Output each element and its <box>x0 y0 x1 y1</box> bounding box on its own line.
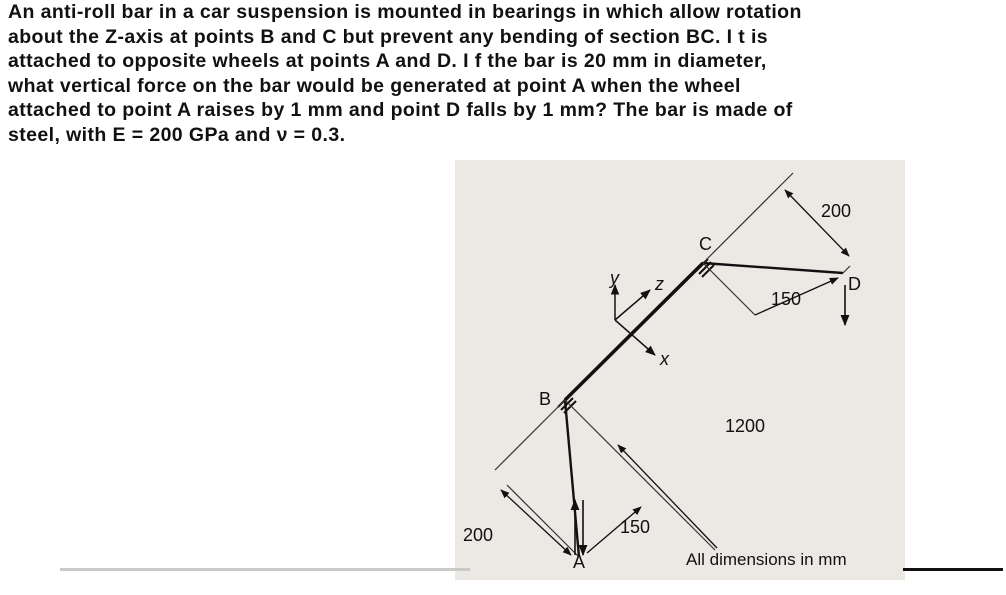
bar-section-bc <box>565 263 703 400</box>
axis-x-arrow <box>615 320 655 355</box>
label-c: C <box>699 234 712 254</box>
bar-centerline <box>565 263 843 557</box>
units-note: All dimensions in mm <box>686 550 847 569</box>
dimension-arrows <box>501 190 852 555</box>
problem-line-3: attached to opposite wheels at points A and D. I f the bar is 20 mm in diameter, <box>8 50 767 73</box>
dim-label-top-200: 200 <box>821 201 852 221</box>
problem-line-4: what vertical force on the bar would be generated at point A when the wheel <box>8 74 741 97</box>
dim-arrow-top-200 <box>785 190 852 256</box>
extension-lines <box>495 173 850 557</box>
anti-roll-bar-diagram <box>455 160 905 580</box>
dim-arrow-bottom-200 <box>501 490 571 555</box>
label-b: B <box>539 389 552 409</box>
label-d: D <box>848 274 861 294</box>
label-a: A <box>573 552 586 572</box>
divider-line-dark <box>903 568 1003 571</box>
divider-line <box>60 568 470 571</box>
anti-roll-bar-figure <box>455 160 905 580</box>
dim-label-bottom-200: 200 <box>463 525 494 545</box>
dim-label-1200: 1200 <box>725 416 766 436</box>
label-axis-z: z <box>655 274 664 294</box>
bar-outline <box>565 263 843 557</box>
dim-label-bottom-150: 150 <box>620 517 651 537</box>
dim-label-top-150: 150 <box>771 289 802 309</box>
axis-z-arrow <box>615 290 650 320</box>
problem-line-6: steel, with E = 200 GPa and ν = 0.3. <box>8 123 346 146</box>
force-arrows <box>575 285 845 555</box>
label-axis-y: y <box>610 268 619 288</box>
problem-line-2: about the Z-axis at points B and C but prevent any bending of section BC. I t is <box>8 25 769 48</box>
problem-statement <box>8 0 1003 148</box>
problem-line-1: An anti-roll bar in a car suspension is mounted in bearings in which allow rotation <box>8 1 802 23</box>
problem-line-5: attached to point A raises by 1 mm and point D falls by 1 mm? The bar is made of <box>8 99 793 122</box>
label-axis-x: x <box>660 349 669 369</box>
